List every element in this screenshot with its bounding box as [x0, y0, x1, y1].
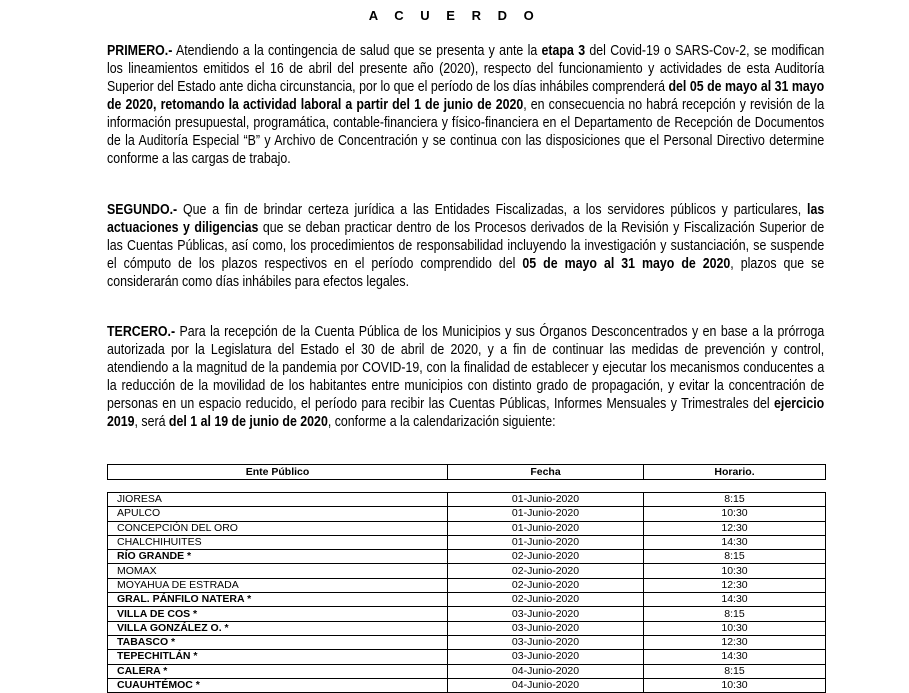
horario-cell: 10:30 [644, 678, 826, 692]
ente-cell: VILLA GONZÁLEZ O. * [108, 621, 448, 635]
primero-text-2: del Covid-19 o SARS-Cov-2, se modifican los lineamientos emitidos el 16 de abril del presente año (2020), respecto del funcionamiento y actividades de esta Auditoría Superior del Estado ante dicha circunstancia, por lo que el período de los días inhábiles comprenderá [107, 43, 825, 95]
horario-cell: 12:30 [644, 521, 826, 535]
paragraph-primero [107, 42, 824, 168]
table-row [108, 635, 826, 649]
table-row [108, 678, 826, 692]
ente-cell: MOYAHUA DE ESTRADA [108, 578, 448, 592]
table-row [108, 650, 826, 664]
primero-bold-2: del 05 de mayo al 31 mayo de 2020, retomando la actividad laboral a partir del 1 de junio de 2020 [107, 79, 825, 113]
fecha-cell: 04-Junio-2020 [448, 664, 644, 678]
table-row [108, 535, 826, 549]
tercero-label: TERCERO.- [107, 324, 176, 340]
ente-cell: TABASCO * [108, 635, 448, 649]
ente-cell: APULCO [108, 507, 448, 521]
ente-cell: TEPECHITLÁN * [108, 650, 448, 664]
table-row [108, 607, 826, 621]
fecha-cell: 02-Junio-2020 [448, 550, 644, 564]
table-row [108, 507, 826, 521]
fecha-cell: 04-Junio-2020 [448, 678, 644, 692]
fecha-cell: 03-Junio-2020 [448, 650, 644, 664]
primero-label: PRIMERO.- [107, 43, 173, 59]
table-row [108, 550, 826, 564]
ente-cell: CUAUHTÉMOC * [108, 678, 448, 692]
schedule-table [107, 492, 826, 693]
fecha-cell: 03-Junio-2020 [448, 621, 644, 635]
segundo-text-1: Que a fin de brindar certeza jurídica a las Entidades Fiscalizadas, a los servidores públicos y particulares, [177, 202, 808, 218]
horario-cell: 8:15 [644, 664, 826, 678]
primero-bold-1: etapa 3 [541, 43, 586, 59]
horario-cell: 14:30 [644, 593, 826, 607]
ente-cell: CHALCHIHUITES [108, 535, 448, 549]
primero-text-1: Atendiendo a la contingencia de salud que se presenta y ante la [172, 43, 542, 59]
header-horario: Horario. [644, 465, 826, 480]
horario-cell: 10:30 [644, 507, 826, 521]
horario-cell: 12:30 [644, 578, 826, 592]
fecha-cell: 01-Junio-2020 [448, 535, 644, 549]
horario-cell: 12:30 [644, 635, 826, 649]
ente-cell: GRAL. PÁNFILO NATERA * [108, 593, 448, 607]
ente-cell: MOMAX [108, 564, 448, 578]
tercero-bold-1: ejercicio 2019 [107, 396, 825, 430]
fecha-cell: 02-Junio-2020 [448, 578, 644, 592]
table-row [108, 521, 826, 535]
ente-cell: JIORESA [108, 493, 448, 507]
ente-cell: VILLA DE COS * [108, 607, 448, 621]
fecha-cell: 03-Junio-2020 [448, 635, 644, 649]
segundo-bold-2: 05 de mayo al 31 mayo de 2020 [522, 256, 731, 272]
ente-cell: CALERA * [108, 664, 448, 678]
fecha-cell: 01-Junio-2020 [448, 493, 644, 507]
tercero-text-1: Para la recepción de la Cuenta Pública de los Municipios y sus Órganos Desconcentrados y en base a la prórroga autorizada por la Legislatura del Estado el 30 de abril de 2020, y a fin de continuar las medidas de prevención y control, atendiendo a la magnitud de la pandemia por COVID-19, con la finalidad de establecer y ejecutar los mecanismos conducentes a la reducción de la movilidad de los habitantes entre municipios con distinto grado de propagación, y evitar la concentración de personas en un espacio reducido, el período para recibir las Cuentas Públicas, Informes Mensuales y Trimestrales del [107, 324, 825, 412]
horario-cell: 8:15 [644, 493, 826, 507]
paragraph-tercero [107, 323, 824, 431]
document-title: A C U E R D O [368, 8, 541, 23]
horario-cell: 8:15 [644, 550, 826, 564]
primero-text-3: , en consecuencia no habrá recepción y revisión de la información presupuestal, programática, contable-financiera y físico-financiera en el Departamento de Recepción de Documentos de la Auditoría Especial “B” y Archivo de Concentración y se continua con las disposiciones que el Personal Directivo determine conforme a las cargas de trabajo. [107, 97, 825, 167]
fecha-cell: 03-Junio-2020 [448, 607, 644, 621]
segundo-bold-1: las actuaciones y diligencias [107, 202, 825, 236]
header-ente-publico: Ente Público [108, 465, 448, 480]
table-row [108, 578, 826, 592]
fecha-cell: 01-Junio-2020 [448, 507, 644, 521]
header-fecha: Fecha [448, 465, 644, 480]
ente-cell: RÍO GRANDE * [108, 550, 448, 564]
table-row [108, 564, 826, 578]
paragraph-segundo [107, 201, 824, 291]
horario-cell: 8:15 [644, 607, 826, 621]
horario-cell: 14:30 [644, 535, 826, 549]
horario-cell: 14:30 [644, 650, 826, 664]
schedule-table-header [107, 464, 826, 480]
horario-cell: 10:30 [644, 621, 826, 635]
fecha-cell: 01-Junio-2020 [448, 521, 644, 535]
horario-cell: 10:30 [644, 564, 826, 578]
table-row [108, 664, 826, 678]
table-row [108, 593, 826, 607]
ente-cell: CONCEPCIÓN DEL ORO [108, 521, 448, 535]
tercero-text-2: , será [134, 414, 169, 430]
segundo-text-3: , plazos que se considerarán como días inhábiles para efectos legales. [107, 256, 825, 290]
fecha-cell: 02-Junio-2020 [448, 564, 644, 578]
segundo-text-2: que se deban practicar dentro de los Procesos derivados de la Revisión y Fiscalización Superior de las Cuentas Públicas, así como, los procedimientos de responsabilidad incluyendo la investigación y sustanciación, se suspende el cómputo de los plazos respectivos en el período comprendido del [107, 220, 825, 272]
table-row [108, 621, 826, 635]
fecha-cell: 02-Junio-2020 [448, 593, 644, 607]
segundo-label: SEGUNDO.- [107, 202, 178, 218]
tercero-text-3: , conforme a la calendarización siguiente: [327, 414, 556, 430]
table-row [108, 493, 826, 507]
tercero-bold-2: del 1 al 19 de junio de 2020 [168, 414, 328, 430]
